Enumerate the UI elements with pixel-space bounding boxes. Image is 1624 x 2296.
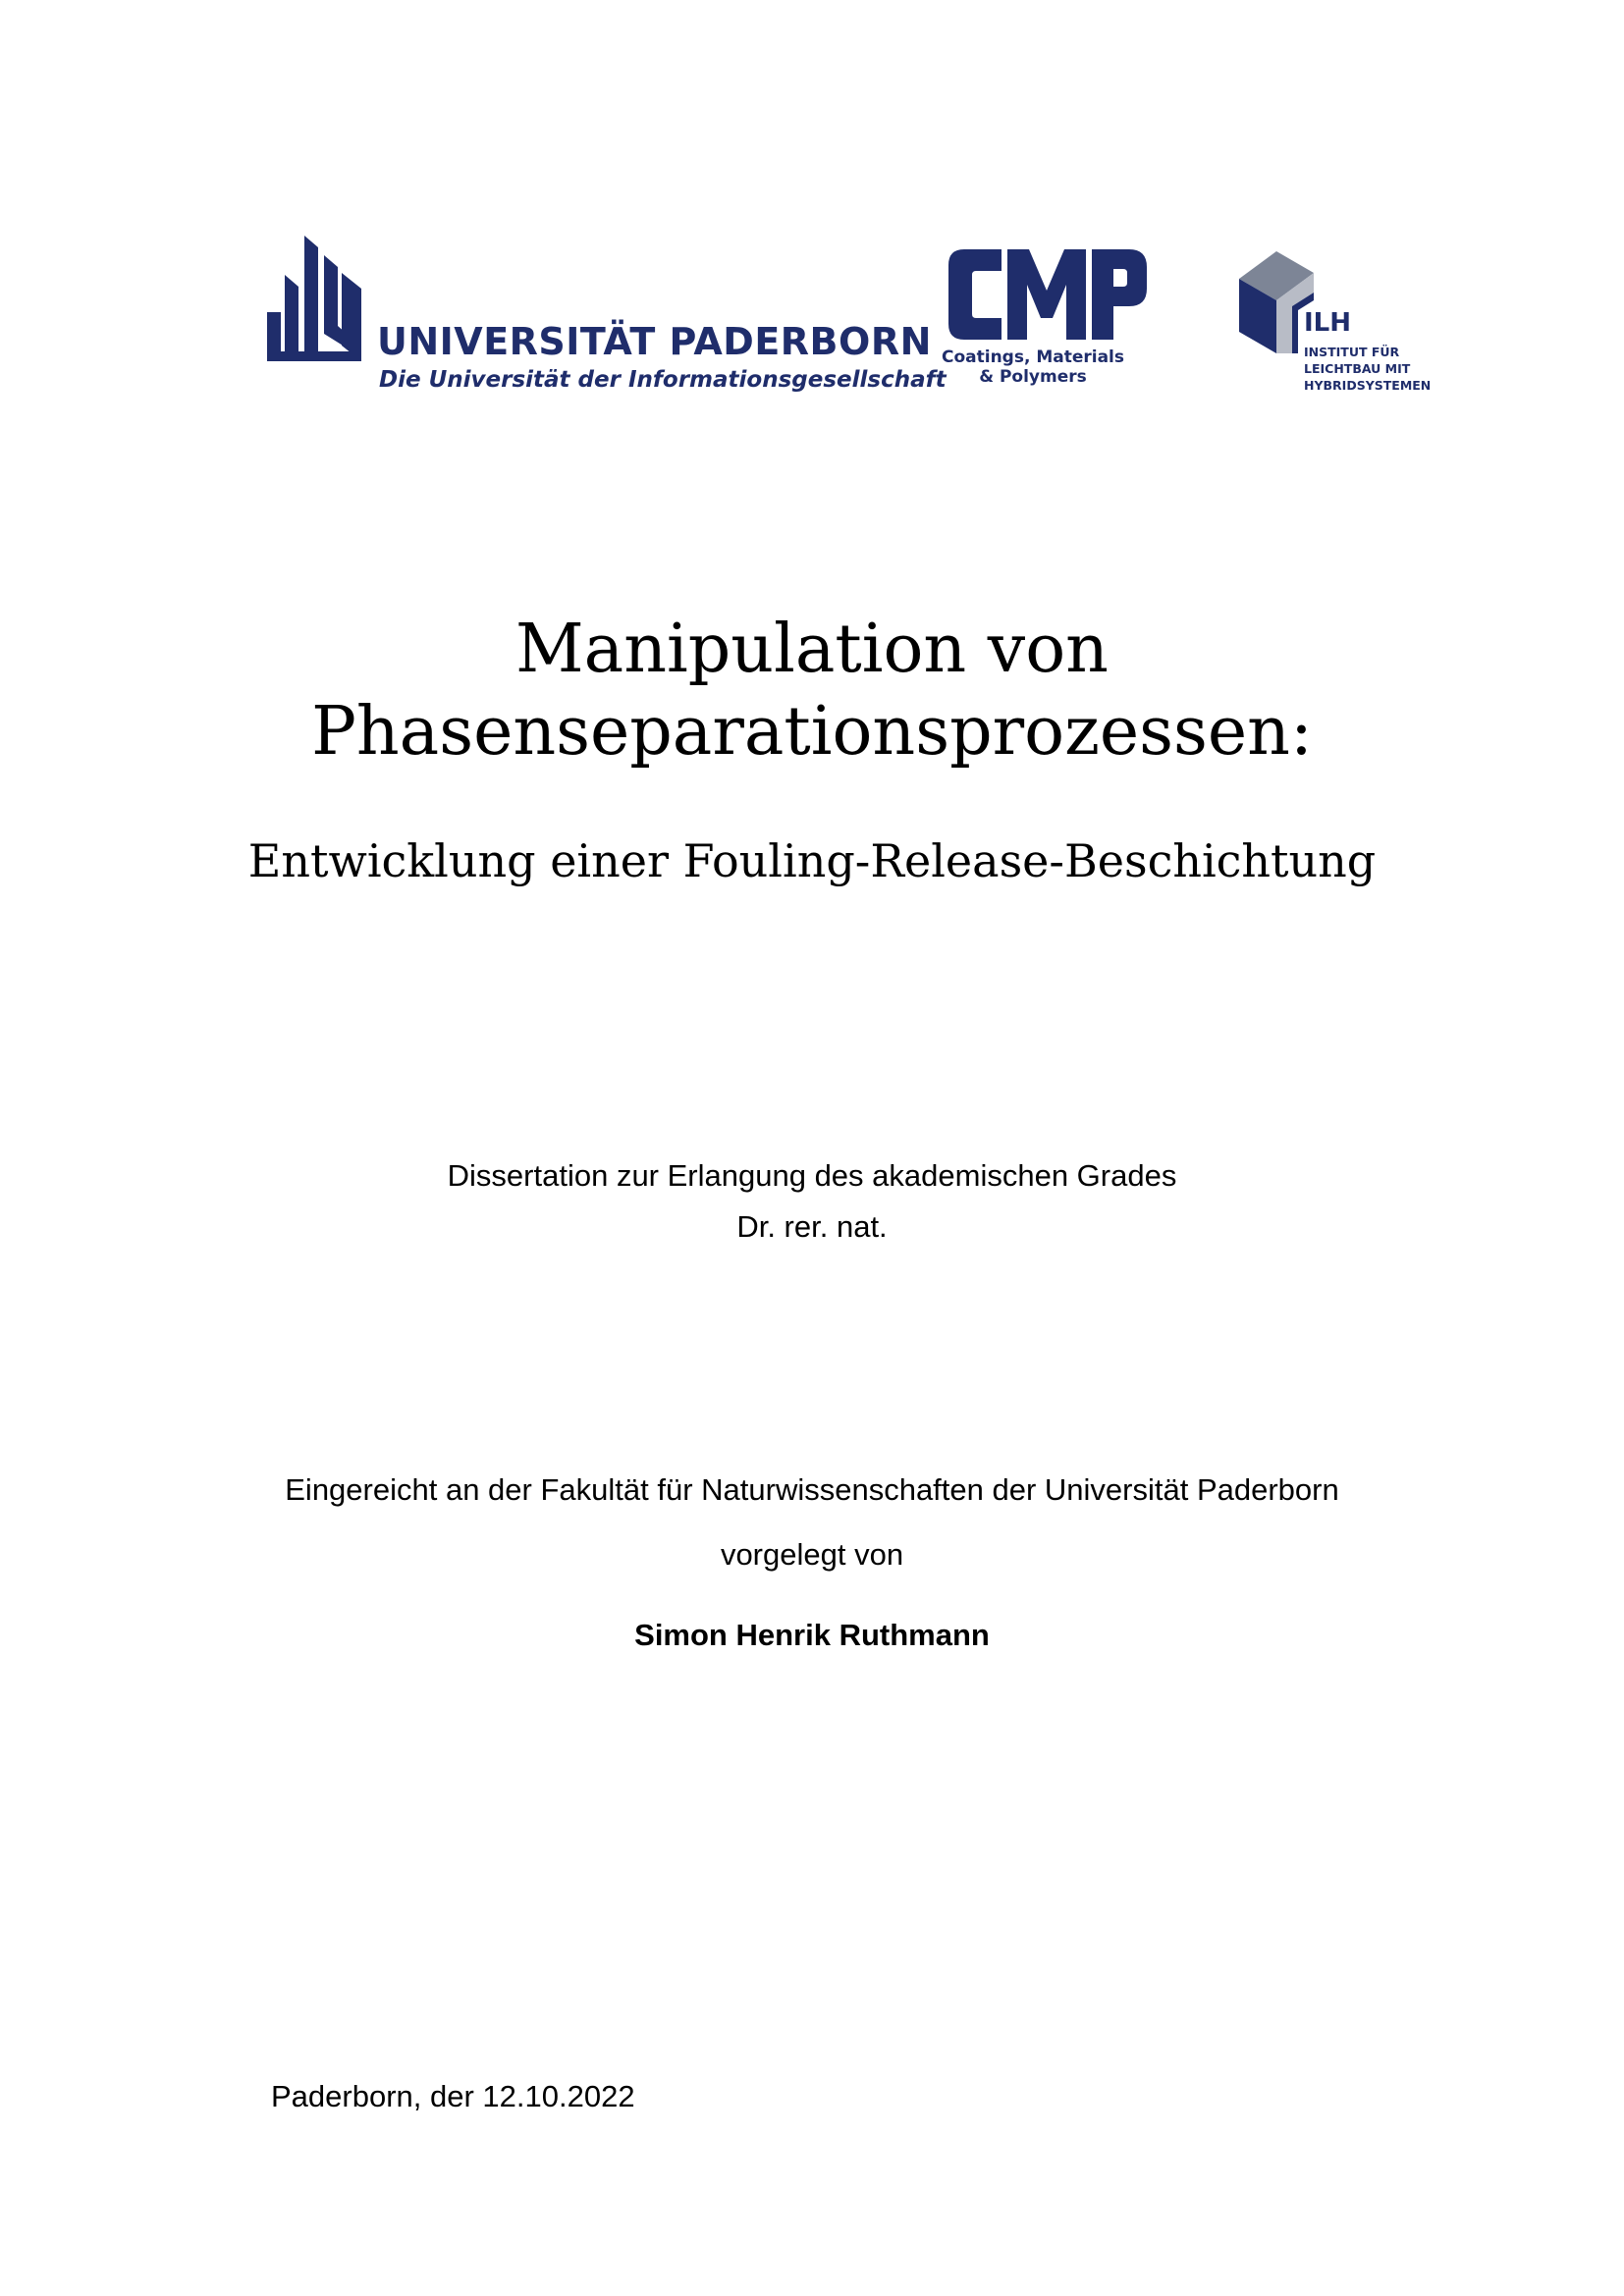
degree-line1: Dissertation zur Erlangung des akademischen Grades xyxy=(447,1158,1177,1193)
cmp-lettermark-icon xyxy=(945,245,1151,344)
ilh-logo xyxy=(1233,243,1449,400)
thesis-subtitle: Entwicklung einer Fouling-Release-Beschichtung xyxy=(247,834,1377,887)
submission-presented-by: vorgelegt von xyxy=(720,1537,904,1572)
ilh-line2: LEICHTBAU MIT xyxy=(1304,361,1411,376)
submission-faculty: Eingereicht an der Fakultät für Naturwissenschaften der Universität Paderborn xyxy=(285,1472,1339,1507)
cmp-logo xyxy=(935,245,1170,402)
ilh-full-name xyxy=(1304,344,1451,394)
ilh-abbreviation: ILH xyxy=(1304,308,1352,338)
degree-line2: Dr. rer. nat. xyxy=(736,1209,888,1244)
ilh-line1: INSTITUT FÜR xyxy=(1304,345,1400,359)
ilh-line3: HYBRIDSYSTEMEN xyxy=(1304,378,1432,393)
university-tagline: Die Universität der Informationsgesellschaft xyxy=(379,367,947,393)
author-name: Simon Henrik Ruthmann xyxy=(634,1618,990,1652)
thesis-title xyxy=(0,609,1624,774)
university-name: UNIVERSITÄT PADERBORN xyxy=(377,320,932,363)
university-emblem-icon xyxy=(267,236,365,363)
cmp-tagline-line2: & Polymers xyxy=(979,367,1087,387)
cmp-tagline xyxy=(935,347,1131,387)
university-logo xyxy=(267,236,947,402)
title-line2: Phasenseparationsprozessen: xyxy=(311,693,1313,771)
place-date: Paderborn, der 12.10.2022 xyxy=(271,2079,635,2113)
title-line1: Manipulation von xyxy=(515,611,1109,688)
cmp-tagline-line1: Coatings, Materials xyxy=(941,347,1125,367)
